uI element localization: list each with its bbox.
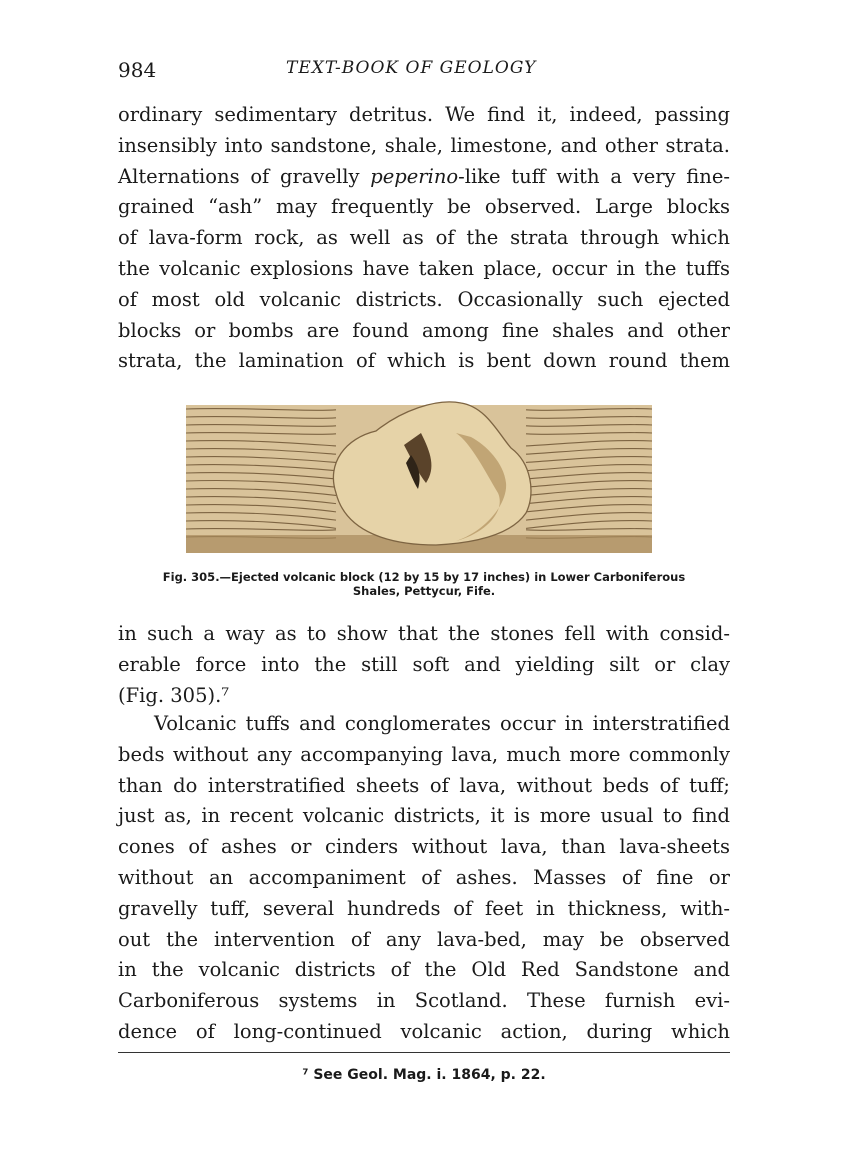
text-line: dence of long-continued volcanic action, during which — [118, 1019, 730, 1043]
text-line: just as, in recent volcanic districts, it is more usual to find — [118, 804, 730, 828]
text-line: the volcanic explosions have taken place, occur in the tuffs — [118, 256, 730, 280]
page-header — [118, 58, 730, 88]
caption-line: Shales, Pettycur, Fife. — [352, 584, 496, 598]
text-line: in such a way as to show that the stones fell with consid- — [118, 622, 730, 645]
paragraph-2 — [118, 619, 730, 711]
figure-caption — [118, 570, 730, 598]
text-line: of most old volcanic districts. Occasionally such ejected — [118, 287, 730, 311]
text-line: (Fig. 305).⁷ — [118, 683, 230, 707]
text-line: in the volcanic districts of the Old Red Sandstone and — [118, 958, 730, 982]
footnote-divider — [118, 1052, 730, 1053]
text-line: out the intervention of any lava-bed, may be observed — [118, 927, 730, 951]
text-line: strata, the lamination of which is bent down round them — [118, 349, 730, 373]
caption-line: Fig. 305.—Ejected volcanic block (12 by 15 by 17 inches) in Lower Carboniferous — [162, 570, 686, 584]
text-line: of lava-form rock, as well as of the strata through which — [118, 226, 730, 250]
running-title: TEXT-BOOK OF GEOLOGY — [286, 58, 537, 78]
text-line: than do interstratified sheets of lava, without beds of tuff; — [118, 773, 730, 797]
text-line: cones of ashes or cinders without lava, than lava-sheets — [118, 835, 730, 859]
text-line: Carboniferous systems in Scotland. These furnish evi- — [118, 989, 730, 1013]
text-line: beds without any accompanying lava, much more commonly — [118, 742, 730, 766]
text-line: blocks or bombs are found among fine shales and other — [118, 318, 730, 342]
text-line: grained “ash” may frequently be observed. Large blocks — [118, 195, 730, 219]
text-line: erable force into the still soft and yielding silt or clay — [118, 652, 730, 676]
paragraph-1 — [118, 100, 730, 377]
ejected-block-illustration — [186, 393, 652, 563]
page-number: 984 — [118, 58, 157, 82]
text-line: ordinary sedimentary detritus. We find it, indeed, passing — [118, 103, 730, 126]
text-line: gravelly tuff, several hundreds of feet in thickness, with- — [118, 896, 730, 920]
text-line: Alternations of gravelly peperino-like tuff with a very fine- — [118, 164, 730, 188]
text-line: insensibly into sandstone, shale, limestone, and other strata. — [118, 133, 730, 157]
text-line: Volcanic tuffs and conglomerates occur in interstratified — [154, 712, 730, 735]
text-line: without an accompaniment of ashes. Masses of fine or — [118, 865, 730, 889]
paragraph-3 — [118, 709, 730, 1048]
footnote: ⁷ See Geol. Mag. i. 1864, p. 22. — [302, 1067, 546, 1083]
figure-illustration — [186, 393, 652, 563]
